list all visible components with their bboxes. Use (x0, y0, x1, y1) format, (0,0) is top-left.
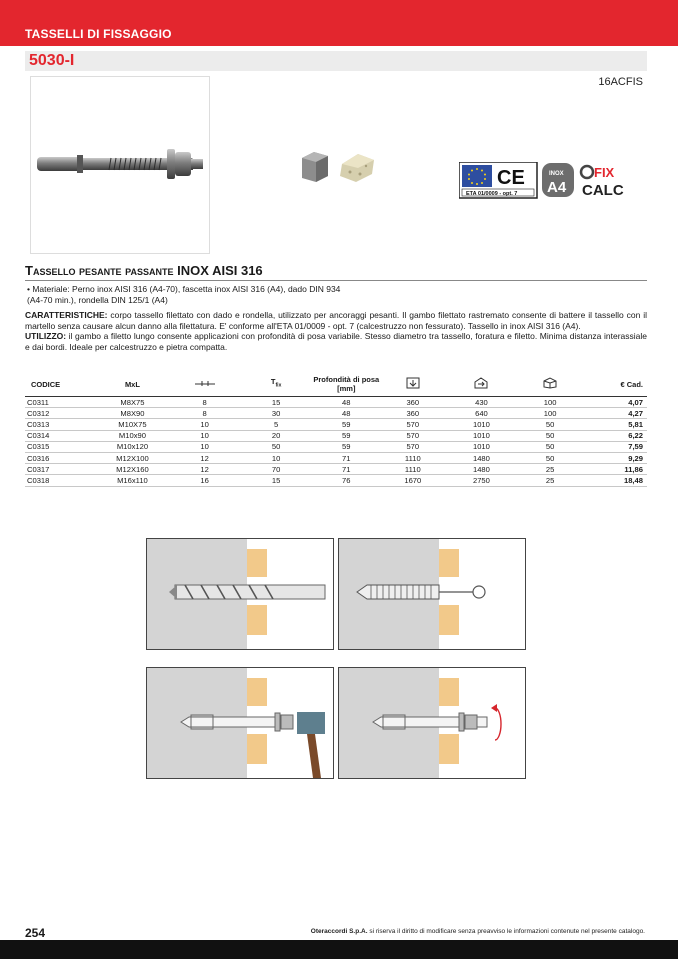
cell-b: 2750 (441, 475, 521, 486)
col-depth: Profondità di posa [mm] (308, 372, 384, 397)
cell-price: 9,29 (579, 452, 647, 463)
cell-codice: C0314 (25, 430, 100, 441)
cell-tfix: 30 (244, 408, 309, 419)
col-tfix: $T_{fix}$ (244, 372, 309, 397)
inox-a4-badge-icon (542, 163, 574, 197)
cell-b: 1010 (441, 419, 521, 430)
cell-a: 570 (384, 419, 441, 430)
cell-tfix: 15 (244, 397, 309, 408)
cell-a: 570 (384, 430, 441, 441)
concrete-icon (302, 152, 328, 182)
eta-ce-mark-icon (459, 162, 537, 198)
cell-price: 11,86 (579, 464, 647, 475)
product-description (25, 310, 647, 352)
step-3-panel (146, 667, 334, 779)
features-text: corpo tassello filettato con dado e rondella, utilizzato per ancoraggi pesanti. Il gambo filettato rastremato consente di battere il tassello con il martello senza causare alcun danno alla filettatura. E' conforme all'ETA 01/0009 - opt. 7 (calcestruzzo non fessurato). Tassello in inox AISI 316 (A4). (25, 310, 647, 331)
cell-price: 6,22 (579, 430, 647, 441)
product-code-bar (25, 51, 647, 71)
material-icons (298, 150, 378, 191)
col-mxl: MxL (100, 372, 166, 397)
cell-pack: 50 (521, 419, 578, 430)
cell-tfix: 10 (244, 452, 309, 463)
cell-b: 640 (441, 408, 521, 419)
svg-text:CALC: CALC (582, 182, 624, 199)
fix-calc-logo-icon (581, 165, 624, 199)
product-table (25, 372, 647, 487)
product-title (25, 263, 647, 281)
svg-text:INOX: INOX (549, 171, 564, 177)
catalog-code: 16ACFIS (598, 76, 643, 88)
cell-codice: C0313 (25, 419, 100, 430)
cell-codice: C0318 (25, 475, 100, 486)
cell-a: 360 (384, 397, 441, 408)
step-1-panel (146, 538, 334, 650)
table-row (25, 464, 647, 475)
anchor-bolt-image (31, 77, 209, 253)
table-header-row (25, 372, 647, 397)
cell-depth: 71 (308, 452, 384, 463)
svg-text:FIX: FIX (594, 165, 615, 180)
cell-mxl: M8X90 (100, 408, 166, 419)
cell-d: 12 (165, 464, 243, 475)
svg-text:ETA 01/0009 - opt. 7: ETA 01/0009 - opt. 7 (466, 191, 518, 197)
package-box-icon (542, 377, 558, 389)
cell-depth: 59 (308, 441, 384, 452)
step-2-panel (338, 538, 526, 650)
table-row (25, 452, 647, 463)
product-title-type: Tassello pesante passante (25, 263, 174, 278)
table-row (25, 441, 647, 452)
cell-mxl: M12X160 (100, 464, 166, 475)
cell-d: 12 (165, 452, 243, 463)
cell-price: 4,27 (579, 408, 647, 419)
cell-d: 8 (165, 408, 243, 419)
material-bullet: • Materiale: Perno inox AISI 316 (A4-70), fascetta inox AISI 316 (A4), dado DIN 934 (A4-70 min.), rondella DIN 125/1 (A4) (27, 284, 341, 305)
cell-tfix: 15 (244, 475, 309, 486)
stone-icon (340, 154, 374, 182)
cell-b: 430 (441, 397, 521, 408)
cell-depth: 59 (308, 430, 384, 441)
table-row (25, 430, 647, 441)
cell-pack: 25 (521, 464, 578, 475)
col-shear (441, 372, 521, 397)
cell-pack: 100 (521, 408, 578, 419)
cell-depth: 59 (308, 419, 384, 430)
svg-text:CE: CE (497, 167, 525, 189)
cell-tfix: 50 (244, 441, 309, 452)
cell-pack: 50 (521, 452, 578, 463)
cell-mxl: M10x120 (100, 441, 166, 452)
page-number: 254 (25, 926, 46, 940)
cell-pack: 50 (521, 430, 578, 441)
cell-d: 10 (165, 441, 243, 452)
disclaimer-text: si riserva il diritto di modificare senza preavviso le informazioni contenute nel presente catalogo. (367, 928, 645, 935)
cell-b: 1010 (441, 430, 521, 441)
cell-a: 360 (384, 408, 441, 419)
usage-text: il gambo a filetto lungo consente applicazioni con profondità di posa variabile. Stesso diametro tra tassello, foratura e filetto. Minima distanza interassiale e dai bordi. Ideale per calcestruzzo e pietra compatta. (25, 331, 647, 352)
cell-d: 16 (165, 475, 243, 486)
cell-codice: C0316 (25, 452, 100, 463)
cell-a: 1110 (384, 464, 441, 475)
cell-depth: 48 (308, 397, 384, 408)
col-pack (521, 372, 578, 397)
cell-mxl: M16x110 (100, 475, 166, 486)
certification-logos (459, 162, 637, 207)
cell-tfix: 70 (244, 464, 309, 475)
cell-a: 1670 (384, 475, 441, 486)
cell-a: 570 (384, 441, 441, 452)
drill-diameter-icon (194, 379, 216, 387)
cell-pack: 50 (521, 441, 578, 452)
cell-codice: C0317 (25, 464, 100, 475)
cell-codice: C0312 (25, 408, 100, 419)
cell-d: 10 (165, 430, 243, 441)
footer-bar (0, 940, 678, 959)
cell-mxl: M10x90 (100, 430, 166, 441)
product-title-material: INOX AISI 316 (177, 263, 263, 278)
cell-tfix: 5 (244, 419, 309, 430)
col-tension (384, 372, 441, 397)
cell-mxl: M8X75 (100, 397, 166, 408)
col-codice: CODICE (25, 372, 100, 397)
cell-b: 1480 (441, 452, 521, 463)
table-row (25, 419, 647, 430)
tension-load-icon (406, 377, 420, 389)
features-label: CARATTERISTICHE: (25, 310, 108, 320)
cell-d: 10 (165, 419, 243, 430)
cell-price: 7,59 (579, 441, 647, 452)
cell-price: 4,07 (579, 397, 647, 408)
table-row (25, 408, 647, 419)
col-price: € Cad. (579, 372, 647, 397)
cell-pack: 25 (521, 475, 578, 486)
cell-pack: 100 (521, 397, 578, 408)
footer-disclaimer (311, 928, 645, 935)
cell-price: 5,81 (579, 419, 647, 430)
table-row (25, 397, 647, 408)
cell-tfix: 20 (244, 430, 309, 441)
shear-load-icon (474, 377, 488, 389)
usage-label: UTILIZZO: (25, 331, 67, 341)
product-code: 5030-I (29, 52, 75, 69)
cell-depth: 71 (308, 464, 384, 475)
col-diameter (165, 372, 243, 397)
cell-b: 1010 (441, 441, 521, 452)
step-4-panel (338, 667, 526, 779)
cell-codice: C0311 (25, 397, 100, 408)
cell-b: 1480 (441, 464, 521, 475)
cell-mxl: M12X100 (100, 452, 166, 463)
svg-text:A4: A4 (547, 179, 567, 196)
cell-d: 8 (165, 397, 243, 408)
cell-mxl: M10X75 (100, 419, 166, 430)
cell-depth: 48 (308, 408, 384, 419)
product-photo (30, 76, 210, 254)
cell-depth: 76 (308, 475, 384, 486)
table-row (25, 475, 647, 486)
cell-codice: C0315 (25, 441, 100, 452)
cell-price: 18,48 (579, 475, 647, 486)
cell-a: 1110 (384, 452, 441, 463)
company-name: Oteraccordi S.p.A. (310, 928, 368, 935)
section-header-bar (0, 0, 678, 46)
section-title: TASSELLI DI FISSAGGIO (25, 27, 172, 41)
